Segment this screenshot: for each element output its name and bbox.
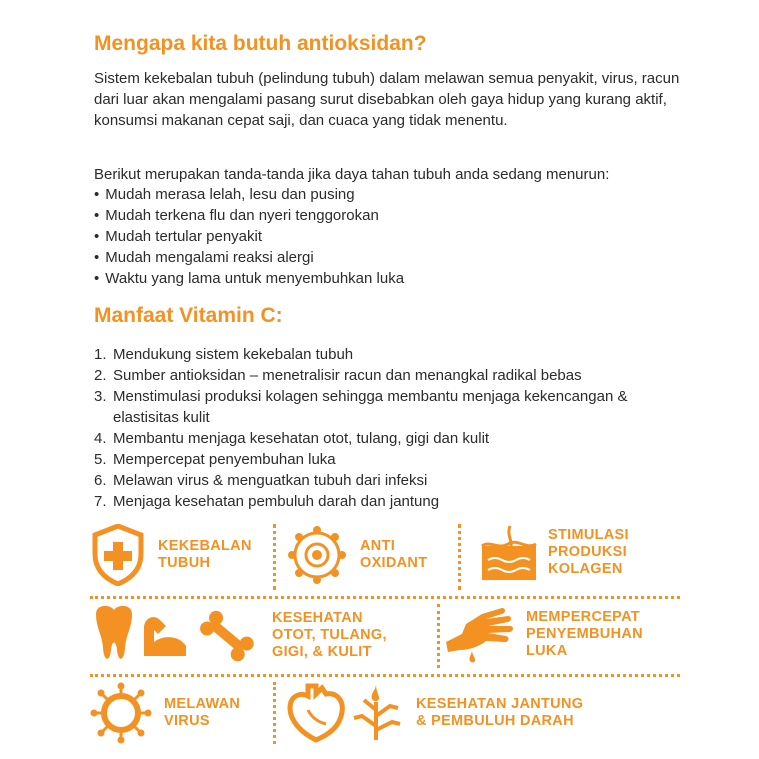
list-item [94, 449, 694, 470]
infographic-label: MELAWAN VIRUS [164, 696, 241, 729]
list-text: Mendukung sistem kekebalan tubuh [113, 346, 354, 363]
infographic-item-antioxidant [286, 524, 427, 586]
infographic-item-immunity [92, 524, 252, 586]
list-item [94, 428, 694, 449]
list-item: • Mudah mengalami reaksi alergi [94, 247, 404, 268]
list-text: Menjaga kesehatan pembuluh darah dan jantung [113, 493, 440, 510]
heading-antioxidant: Mengapa kita butuh antioksidan? [94, 32, 427, 55]
list-text: Melawan virus & menguatkan tubuh dari infeksi [113, 472, 428, 489]
list-number: 2. [94, 367, 107, 384]
divider [437, 604, 440, 668]
list-number: 5. [94, 451, 107, 468]
heading-vitamin-c: Manfaat Vitamin C: [94, 304, 283, 327]
signs-intro: Berikut merupakan tanda-tanda jika daya tahan tubuh anda sedang menurun: [94, 166, 610, 183]
list-item: • Waktu yang lama untuk menyembuhkan luka [94, 268, 404, 289]
tooth-muscle-bone-icon [92, 604, 262, 666]
list-item [94, 386, 694, 428]
skin-layer-icon [480, 522, 538, 582]
list-text: Mempercepat penyembuhan luka [113, 451, 336, 468]
divider [458, 524, 461, 590]
virus-icon [90, 682, 152, 744]
list-item: • Mudah tertular penyakit [94, 226, 404, 247]
list-item [94, 491, 694, 512]
infographic-label: STIMULASI PRODUKSI KOLAGEN [548, 526, 629, 577]
divider [90, 674, 680, 677]
intro-paragraph: Sistem kekebalan tubuh (pelindung tubuh) dalam melawan semua penyakit, virus, racun dari luar akan mengalami pasang surut disebabkan oleh gaya hidup yang kurang aktif, konsumsi makanan cepat saji, dan cuaca yang tidak menentu. [94, 70, 680, 129]
atom-icon [286, 524, 348, 586]
list-item [94, 365, 694, 386]
list-number: 3. [94, 388, 107, 405]
list-item: • Mudah merasa lelah, lesu dan pusing [94, 184, 404, 205]
infographic-label: KEKEBALAN TUBUH [158, 538, 252, 571]
list-text: Sumber antioksidan – menetralisir racun dan menangkal radikal bebas [113, 367, 582, 384]
list-number: 4. [94, 430, 107, 447]
list-item [94, 344, 694, 365]
signs-list [94, 184, 404, 289]
infographic-item-wound-healing [442, 604, 643, 664]
infographic-item-collagen [480, 522, 629, 582]
infographic-item-body-health [92, 604, 387, 666]
list-item [94, 470, 694, 491]
infographic-label: KESEHATAN OTOT, TULANG, GIGI, & KULIT [272, 609, 387, 660]
infographic-label: KESEHATAN JANTUNG & PEMBULUH DARAH [416, 696, 584, 729]
list-text: Menstimulasi produksi kolagen sehingga membantu menjaga kekencangan & elastisitas kulit [113, 388, 628, 426]
list-number: 6. [94, 472, 107, 489]
list-item: • Mudah terkena flu dan nyeri tenggorokan [94, 205, 404, 226]
benefits-infographic [80, 518, 680, 748]
infographic-item-heart-vessels [286, 682, 583, 744]
benefits-list [94, 344, 694, 512]
list-number: 1. [94, 346, 107, 363]
shield-cross-icon [92, 524, 144, 586]
infographic-item-fight-virus [90, 682, 240, 744]
list-text: Membantu menjaga kesehatan otot, tulang, gigi dan kulit [113, 430, 490, 447]
divider [90, 596, 680, 599]
wounded-hand-icon [442, 604, 516, 664]
list-number: 7. [94, 493, 107, 510]
heart-vessel-icon [286, 682, 406, 744]
divider [273, 524, 276, 590]
infographic-label: MEMPERCEPAT PENYEMBUHAN LUKA [526, 608, 643, 659]
infographic-label: ANTI OXIDANT [360, 538, 428, 571]
divider [273, 682, 276, 744]
